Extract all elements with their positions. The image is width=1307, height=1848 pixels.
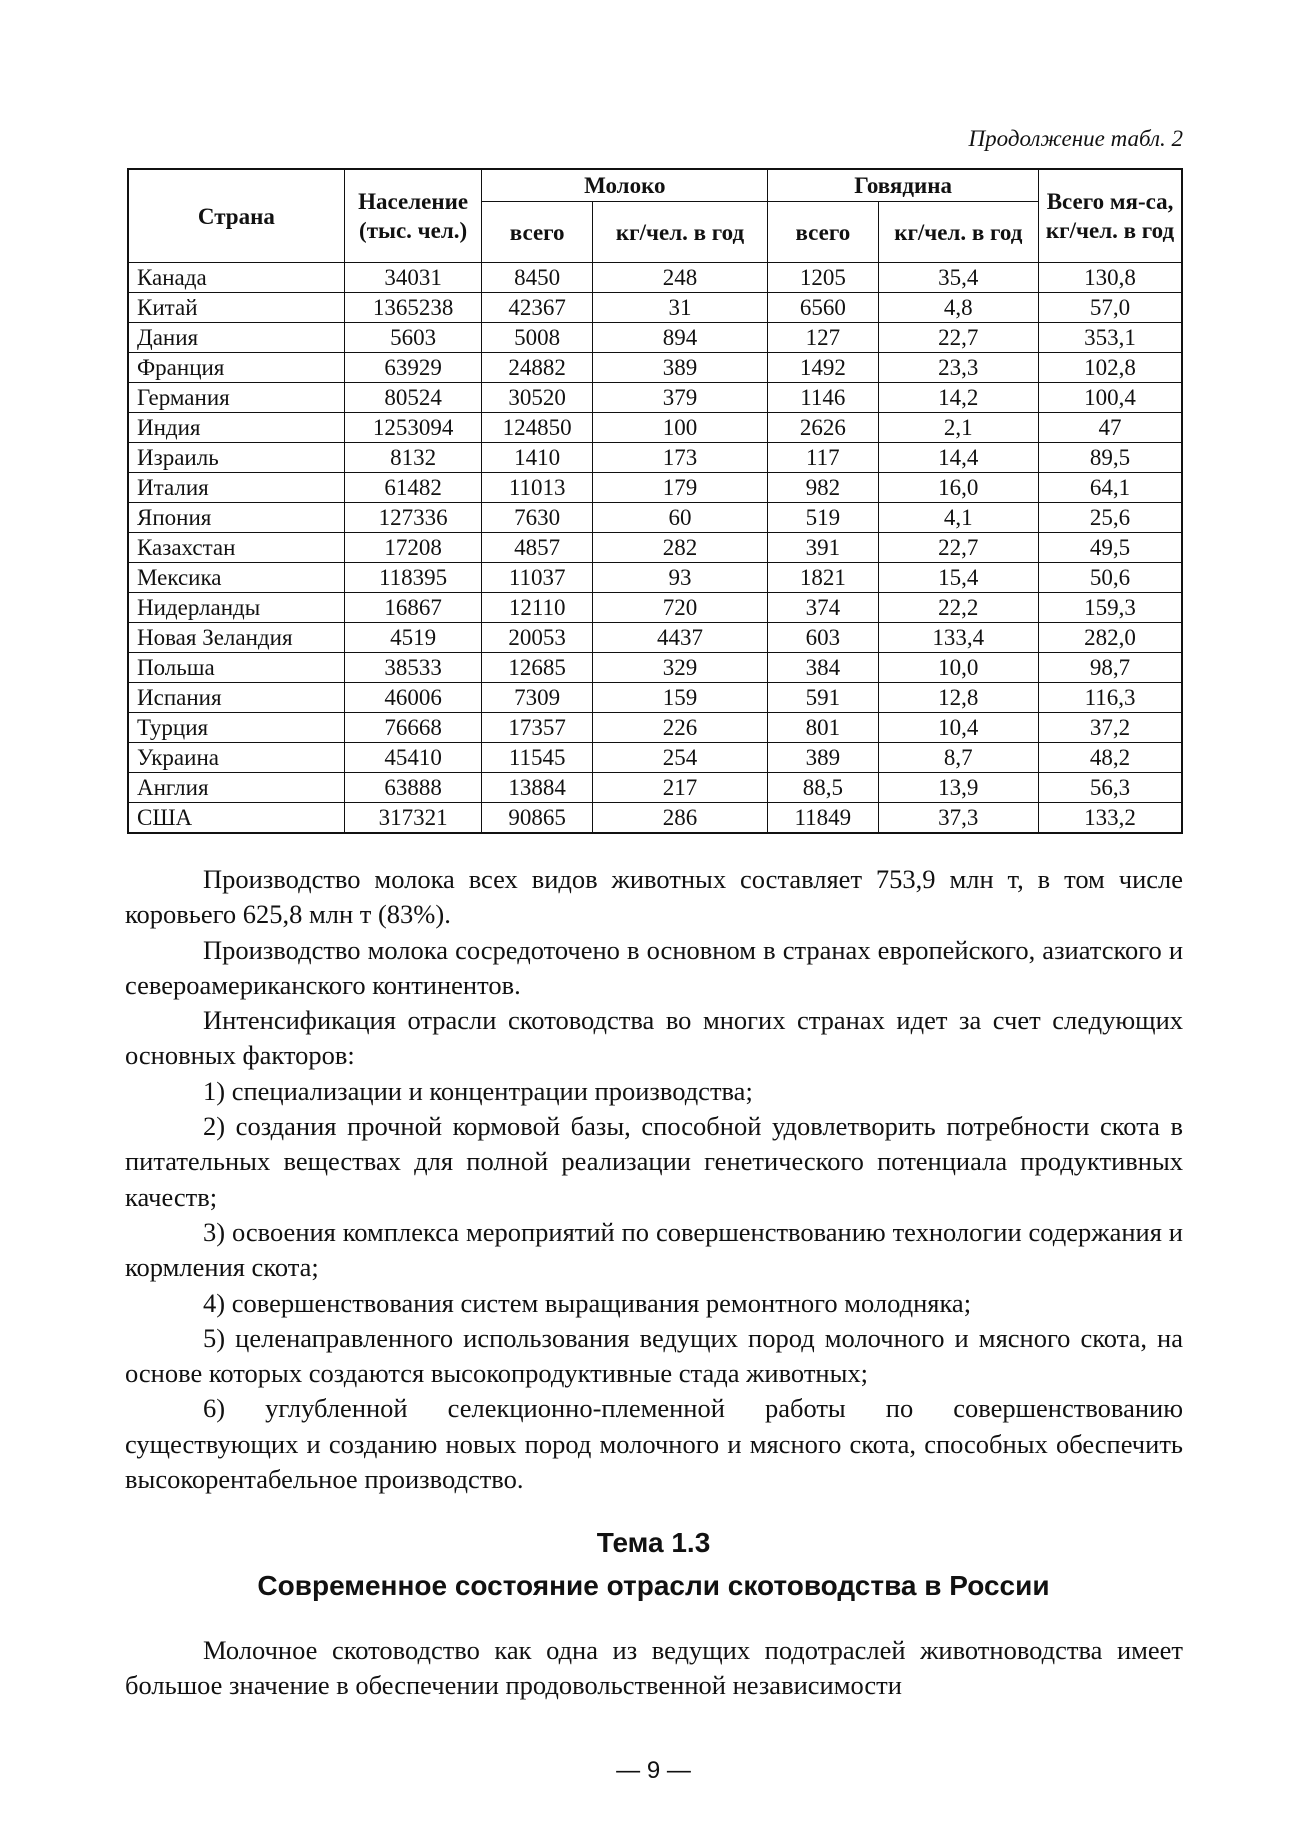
value-cell: 34031 bbox=[344, 263, 482, 293]
table-row bbox=[128, 503, 1182, 533]
value-cell: 8450 bbox=[482, 263, 592, 293]
value-cell: 159 bbox=[592, 683, 767, 713]
value-cell: 173 bbox=[592, 443, 767, 473]
country-cell: Япония bbox=[128, 503, 344, 533]
value-cell: 57,0 bbox=[1039, 293, 1182, 323]
header-beef-per-capita: кг/чел. в год bbox=[878, 202, 1038, 263]
value-cell: 22,7 bbox=[878, 533, 1038, 563]
value-cell: 6560 bbox=[768, 293, 878, 323]
country-cell: Новая Зеландия bbox=[128, 623, 344, 653]
header-milk-total: всего bbox=[482, 202, 592, 263]
header-country: Страна bbox=[128, 169, 344, 263]
value-cell: 116,3 bbox=[1039, 683, 1182, 713]
value-cell: 118395 bbox=[344, 563, 482, 593]
country-cell: США bbox=[128, 803, 344, 834]
value-cell: 20053 bbox=[482, 623, 592, 653]
value-cell: 130,8 bbox=[1039, 263, 1182, 293]
value-cell: 13884 bbox=[482, 773, 592, 803]
value-cell: 217 bbox=[592, 773, 767, 803]
table-row bbox=[128, 383, 1182, 413]
table-row bbox=[128, 593, 1182, 623]
value-cell: 124850 bbox=[482, 413, 592, 443]
value-cell: 100,4 bbox=[1039, 383, 1182, 413]
body-text bbox=[125, 862, 1183, 1497]
paragraph: Молочное скотоводство как одна из ведущих подотраслей животноводства имеет большое значение в обеспечении продовольственной независимости bbox=[125, 1635, 1183, 1701]
table-continuation-label: Продолжение табл. 2 bbox=[968, 126, 1183, 151]
value-cell: 22,2 bbox=[878, 593, 1038, 623]
table-row bbox=[128, 773, 1182, 803]
value-cell: 24882 bbox=[482, 353, 592, 383]
value-cell: 254 bbox=[592, 743, 767, 773]
country-cell: Турция bbox=[128, 713, 344, 743]
list-item: 6) углубленной селекционно-племенной работы по совершенствованию существующих и созданию новых пород молочного и мясного скота, способных обеспечить высокорентабельное производство. bbox=[125, 1393, 1183, 1495]
value-cell: 801 bbox=[768, 713, 878, 743]
value-cell: 63888 bbox=[344, 773, 482, 803]
closing-text bbox=[125, 1633, 1183, 1704]
value-cell: 389 bbox=[768, 743, 878, 773]
value-cell: 127336 bbox=[344, 503, 482, 533]
value-cell: 5603 bbox=[344, 323, 482, 353]
value-cell: 10,0 bbox=[878, 653, 1038, 683]
country-cell: Испания bbox=[128, 683, 344, 713]
table-row bbox=[128, 443, 1182, 473]
value-cell: 88,5 bbox=[768, 773, 878, 803]
value-cell: 179 bbox=[592, 473, 767, 503]
country-cell: Мексика bbox=[128, 563, 344, 593]
table-row bbox=[128, 533, 1182, 563]
value-cell: 2626 bbox=[768, 413, 878, 443]
value-cell: 17357 bbox=[482, 713, 592, 743]
livestock-production-table bbox=[127, 168, 1183, 834]
value-cell: 1365238 bbox=[344, 293, 482, 323]
value-cell: 226 bbox=[592, 713, 767, 743]
header-beef-total: всего bbox=[768, 202, 878, 263]
value-cell: 12685 bbox=[482, 653, 592, 683]
header-beef: Говядина bbox=[768, 169, 1039, 202]
section-title: Современное состояние отрасли скотоводства в России bbox=[257, 1570, 1050, 1601]
country-cell: Израиль bbox=[128, 443, 344, 473]
value-cell: 30520 bbox=[482, 383, 592, 413]
country-cell: Индия bbox=[128, 413, 344, 443]
value-cell: 391 bbox=[768, 533, 878, 563]
value-cell: 11849 bbox=[768, 803, 878, 834]
value-cell: 14,4 bbox=[878, 443, 1038, 473]
value-cell: 102,8 bbox=[1039, 353, 1182, 383]
table-row bbox=[128, 473, 1182, 503]
value-cell: 384 bbox=[768, 653, 878, 683]
value-cell: 60 bbox=[592, 503, 767, 533]
value-cell: 1146 bbox=[768, 383, 878, 413]
value-cell: 4519 bbox=[344, 623, 482, 653]
value-cell: 42367 bbox=[482, 293, 592, 323]
value-cell: 591 bbox=[768, 683, 878, 713]
value-cell: 76668 bbox=[344, 713, 482, 743]
value-cell: 11013 bbox=[482, 473, 592, 503]
table-row bbox=[128, 683, 1182, 713]
value-cell: 80524 bbox=[344, 383, 482, 413]
value-cell: 61482 bbox=[344, 473, 482, 503]
value-cell: 117 bbox=[768, 443, 878, 473]
value-cell: 31 bbox=[592, 293, 767, 323]
country-cell: Канада bbox=[128, 263, 344, 293]
value-cell: 90865 bbox=[482, 803, 592, 834]
value-cell: 4857 bbox=[482, 533, 592, 563]
value-cell: 89,5 bbox=[1039, 443, 1182, 473]
value-cell: 282,0 bbox=[1039, 623, 1182, 653]
table-row bbox=[128, 803, 1182, 834]
table-row bbox=[128, 413, 1182, 443]
value-cell: 46006 bbox=[344, 683, 482, 713]
value-cell: 329 bbox=[592, 653, 767, 683]
value-cell: 1821 bbox=[768, 563, 878, 593]
value-cell: 1410 bbox=[482, 443, 592, 473]
header-milk-per-capita: кг/чел. в год bbox=[592, 202, 767, 263]
value-cell: 22,7 bbox=[878, 323, 1038, 353]
value-cell: 282 bbox=[592, 533, 767, 563]
value-cell: 4,1 bbox=[878, 503, 1038, 533]
table-row bbox=[128, 713, 1182, 743]
value-cell: 38533 bbox=[344, 653, 482, 683]
value-cell: 317321 bbox=[344, 803, 482, 834]
list-item: 4) совершенствования систем выращивания ремонтного молодняка; bbox=[203, 1287, 972, 1318]
value-cell: 11037 bbox=[482, 563, 592, 593]
table-row bbox=[128, 323, 1182, 353]
value-cell: 25,6 bbox=[1039, 503, 1182, 533]
list-item: 2) создания прочной кормовой базы, способной удовлетворить потребности скота в питательных веществах для полной реализации генетического потенциала продуктивных качеств; bbox=[125, 1111, 1183, 1212]
value-cell: 133,4 bbox=[878, 623, 1038, 653]
value-cell: 1492 bbox=[768, 353, 878, 383]
value-cell: 7309 bbox=[482, 683, 592, 713]
table-body bbox=[128, 263, 1182, 834]
value-cell: 63929 bbox=[344, 353, 482, 383]
value-cell: 8132 bbox=[344, 443, 482, 473]
country-cell: Германия bbox=[128, 383, 344, 413]
value-cell: 2,1 bbox=[878, 413, 1038, 443]
country-cell: Франция bbox=[128, 353, 344, 383]
value-cell: 5008 bbox=[482, 323, 592, 353]
value-cell: 127 bbox=[768, 323, 878, 353]
table-row bbox=[128, 563, 1182, 593]
table-row bbox=[128, 743, 1182, 773]
list-item: 5) целенаправленного использования ведущих пород молочного и мясного скота, на основе которых создаются высокопродуктивные стада животных; bbox=[125, 1322, 1183, 1389]
value-cell: 56,3 bbox=[1039, 773, 1182, 803]
value-cell: 379 bbox=[592, 383, 767, 413]
value-cell: 8,7 bbox=[878, 743, 1038, 773]
value-cell: 286 bbox=[592, 803, 767, 834]
value-cell: 23,3 bbox=[878, 353, 1038, 383]
value-cell: 1253094 bbox=[344, 413, 482, 443]
value-cell: 603 bbox=[768, 623, 878, 653]
paragraph: Интенсификация отрасли скотоводства во многих странах идет за счет следующих основных факторов: bbox=[125, 1005, 1183, 1071]
value-cell: 133,2 bbox=[1039, 803, 1182, 834]
table-row bbox=[128, 293, 1182, 323]
value-cell: 12,8 bbox=[878, 683, 1038, 713]
value-cell: 93 bbox=[592, 563, 767, 593]
value-cell: 16,0 bbox=[878, 473, 1038, 503]
header-population: Население (тыс. чел.) bbox=[344, 169, 482, 263]
value-cell: 37,2 bbox=[1039, 713, 1182, 743]
value-cell: 64,1 bbox=[1039, 473, 1182, 503]
country-cell: Казахстан bbox=[128, 533, 344, 563]
value-cell: 35,4 bbox=[878, 263, 1038, 293]
value-cell: 50,6 bbox=[1039, 563, 1182, 593]
header-total-meat: Всего мя-са, кг/чел. в год bbox=[1039, 169, 1182, 263]
country-cell: Украина bbox=[128, 743, 344, 773]
value-cell: 10,4 bbox=[878, 713, 1038, 743]
value-cell: 248 bbox=[592, 263, 767, 293]
paragraph: Производство молока всех видов животных составляет 753,9 млн т, в том числе коровьего 625,8 млн т (83%). bbox=[125, 864, 1183, 930]
value-cell: 159,3 bbox=[1039, 593, 1182, 623]
country-cell: Китай bbox=[128, 293, 344, 323]
value-cell: 17208 bbox=[344, 533, 482, 563]
value-cell: 98,7 bbox=[1039, 653, 1182, 683]
paragraph: Производство молока сосредоточено в основном в странах европейского, азиатского и североамериканского континентов. bbox=[125, 934, 1183, 1000]
value-cell: 13,9 bbox=[878, 773, 1038, 803]
section-number: Тема 1.3 bbox=[596, 1527, 711, 1558]
value-cell: 47 bbox=[1039, 413, 1182, 443]
value-cell: 49,5 bbox=[1039, 533, 1182, 563]
list-item: 3) освоения комплекса мероприятий по совершенствованию технологии содержания и кормления скота; bbox=[125, 1216, 1183, 1283]
value-cell: 4,8 bbox=[878, 293, 1038, 323]
value-cell: 100 bbox=[592, 413, 767, 443]
value-cell: 389 bbox=[592, 353, 767, 383]
value-cell: 37,3 bbox=[878, 803, 1038, 834]
value-cell: 7630 bbox=[482, 503, 592, 533]
value-cell: 374 bbox=[768, 593, 878, 623]
value-cell: 4437 bbox=[592, 623, 767, 653]
value-cell: 12110 bbox=[482, 593, 592, 623]
list-item: 1) специализации и концентрации производства; bbox=[203, 1075, 753, 1106]
header-milk: Молоко bbox=[482, 169, 768, 202]
country-cell: Дания bbox=[128, 323, 344, 353]
country-cell: Италия bbox=[128, 473, 344, 503]
value-cell: 894 bbox=[592, 323, 767, 353]
value-cell: 48,2 bbox=[1039, 743, 1182, 773]
country-cell: Нидерланды bbox=[128, 593, 344, 623]
country-cell: Англия bbox=[128, 773, 344, 803]
value-cell: 11545 bbox=[482, 743, 592, 773]
value-cell: 45410 bbox=[344, 743, 482, 773]
table-row bbox=[128, 653, 1182, 683]
value-cell: 1205 bbox=[768, 263, 878, 293]
table-row bbox=[128, 623, 1182, 653]
country-cell: Польша bbox=[128, 653, 344, 683]
page-number: — 9 — bbox=[616, 1757, 691, 1784]
value-cell: 14,2 bbox=[878, 383, 1038, 413]
table-row bbox=[128, 263, 1182, 293]
value-cell: 982 bbox=[768, 473, 878, 503]
value-cell: 353,1 bbox=[1039, 323, 1182, 353]
value-cell: 16867 bbox=[344, 593, 482, 623]
value-cell: 15,4 bbox=[878, 563, 1038, 593]
value-cell: 720 bbox=[592, 593, 767, 623]
value-cell: 519 bbox=[768, 503, 878, 533]
table-row bbox=[128, 353, 1182, 383]
